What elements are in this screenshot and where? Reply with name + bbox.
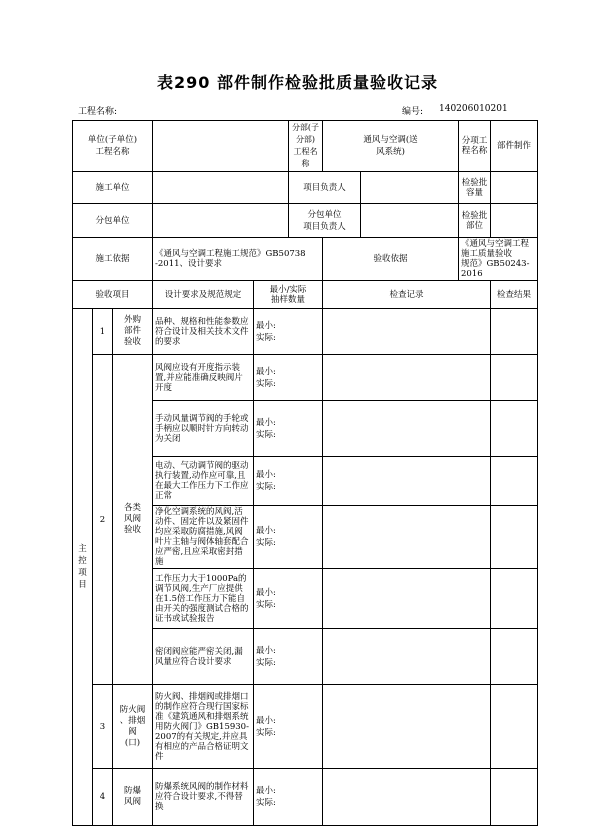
requirement-text: 工作压力大于1000Pa的调节风阀,生产厂应提供在1.5倍工作压力下能自由开关的强度测试合格的证书或试验报告 — [153, 569, 254, 629]
col-header-result: 检查结果 — [491, 281, 538, 309]
actual-label: 实际: — [256, 378, 276, 389]
item-name: 各类 风阀 验收 — [113, 355, 153, 685]
min-label: 最小: — [256, 320, 276, 331]
actual-label: 实际: — [256, 727, 276, 738]
col-header-record: 检查记录 — [323, 281, 491, 309]
min-label: 最小: — [256, 786, 276, 796]
min-label: 最小: — [256, 645, 276, 656]
sample-quantity[interactable] — [254, 569, 323, 629]
sample-quantity[interactable] — [254, 629, 323, 685]
actual-label: 实际: — [256, 429, 276, 440]
unit-label: 单位(子单位) 工程名称 — [73, 121, 153, 172]
check-record[interactable] — [323, 401, 491, 457]
item-number: 1 — [93, 309, 113, 355]
project-manager-label: 项目负责人 — [289, 172, 361, 204]
col-header-requirement: 设计要求及规范规定 — [153, 281, 254, 309]
check-result[interactable] — [491, 569, 538, 629]
requirement-text: 防火阀、排烟阀或排烟口的制作应符合现行国家标准《建筑通风和排烟系统用防火阀门》GB15930-2007的有关规定,并应具有相应的产品合格证明文件 — [153, 685, 254, 769]
subcontractor-label: 分包单位 — [73, 204, 153, 238]
check-record[interactable] — [323, 629, 491, 685]
check-record[interactable] — [323, 685, 491, 769]
acceptance-basis-label: 验收依据 — [323, 238, 459, 281]
batch-part-label: 检验批部位 — [459, 204, 491, 238]
min-label: 最小: — [256, 470, 276, 480]
form-title: 表290 部件制作检验批质量验收记录 — [157, 73, 438, 92]
check-result[interactable] — [491, 506, 538, 569]
actual-label: 实际: — [256, 538, 276, 548]
actual-label: 实际: — [256, 599, 276, 610]
subdivision-value: 通风与空调(送 风系统) — [323, 121, 459, 172]
batch-part-value[interactable] — [491, 204, 538, 238]
actual-label: 实际: — [256, 798, 276, 808]
subcontractor-value[interactable] — [153, 204, 289, 238]
check-record[interactable] — [323, 457, 491, 506]
requirement-text: 密闭阀应能严密关闭,漏风量应符合设计要求 — [153, 629, 254, 685]
check-record[interactable] — [323, 506, 491, 569]
requirement-text: 防爆系统风阀的制作材料应符合设计要求,不得替换 — [153, 769, 254, 826]
check-result[interactable] — [491, 309, 538, 355]
sample-quantity[interactable] — [254, 685, 323, 769]
inspection-record-table — [72, 120, 538, 826]
actual-label: 实际: — [256, 657, 276, 668]
actual-label: 实际: — [256, 482, 276, 492]
main-control-label: 主 控 项 目 — [73, 309, 93, 826]
item-number: 4 — [93, 769, 113, 826]
requirement-text: 手动风量调节阀的手轮或手柄应以顺时针方向转动为关闭 — [153, 401, 254, 457]
requirement-text: 净化空调系统的风阀,活动件、固定件以及紧固件均应采取防腐措施,风阀叶片主轴与阀体轴套配合应严密,且应采取密封措施 — [153, 506, 254, 569]
check-result[interactable] — [491, 457, 538, 506]
min-label: 最小: — [256, 417, 276, 428]
form-number-label: 编号: — [402, 107, 424, 117]
check-record[interactable] — [323, 769, 491, 826]
batch-capacity-value[interactable] — [491, 172, 538, 204]
constructor-value[interactable] — [153, 172, 289, 204]
actual-label: 实际: — [256, 332, 276, 343]
check-record[interactable] — [323, 569, 491, 629]
construction-basis-label: 施工依据 — [73, 238, 153, 281]
table-body — [73, 121, 538, 826]
unit-value[interactable] — [153, 121, 289, 172]
acceptance-basis-value: 《通风与空调工程施工质量验收 规范》GB50243-2016 — [459, 238, 538, 281]
item-name: 外购 部件 验收 — [113, 309, 153, 355]
sub-project-manager-label: 分包单位 项目负责人 — [289, 204, 361, 238]
item-name-label: 分项工程名称 — [459, 121, 491, 172]
construction-basis-value: 《通风与空调工程施工规范》GB50738 -2011、设计要求 — [153, 238, 323, 281]
item-name: 防火阀 、排烟 阀 (口) — [113, 685, 153, 769]
batch-capacity-label: 检验批容量 — [459, 172, 491, 204]
sample-quantity[interactable] — [254, 506, 323, 569]
min-label: 最小: — [256, 587, 276, 598]
requirement-text: 风阀应设有开度指示装置,并应能准确反映阀片开度 — [153, 355, 254, 401]
project-name-label: 工程名称: — [78, 107, 118, 117]
item-number: 2 — [93, 355, 113, 685]
sample-quantity[interactable] — [254, 309, 323, 355]
check-result[interactable] — [491, 629, 538, 685]
subdivision-label: 分部(子分部) 工程名称 — [289, 121, 323, 172]
form-number-value: 140206010201 — [439, 104, 508, 114]
sample-quantity[interactable] — [254, 769, 323, 826]
check-result[interactable] — [491, 769, 538, 826]
check-result[interactable] — [491, 355, 538, 401]
sample-quantity[interactable] — [254, 457, 323, 506]
item-name: 防爆 风阀 — [113, 769, 153, 826]
requirement-text: 品种、规格和性能参数应符合设计及相关技术文件的要求 — [153, 309, 254, 355]
sample-quantity[interactable] — [254, 355, 323, 401]
min-label: 最小: — [256, 715, 276, 726]
requirement-text: 电动、气动调节阀的驱动执行装置,动作应可靠,且在最大工作压力下工作应正常 — [153, 457, 254, 506]
check-record[interactable] — [323, 355, 491, 401]
project-manager-value[interactable] — [361, 172, 459, 204]
check-result[interactable] — [491, 401, 538, 457]
sample-quantity[interactable] — [254, 401, 323, 457]
min-label: 最小: — [256, 526, 276, 536]
col-header-item: 验收项目 — [73, 281, 153, 309]
sub-project-manager-value[interactable] — [361, 204, 459, 238]
constructor-label: 施工单位 — [73, 172, 153, 204]
item-number: 3 — [93, 685, 113, 769]
check-record[interactable] — [323, 309, 491, 355]
check-result[interactable] — [491, 685, 538, 769]
min-label: 最小: — [256, 366, 276, 377]
col-header-sample: 最小/实际 抽样数量 — [254, 281, 323, 309]
item-name-value: 部件制作 — [491, 121, 538, 172]
